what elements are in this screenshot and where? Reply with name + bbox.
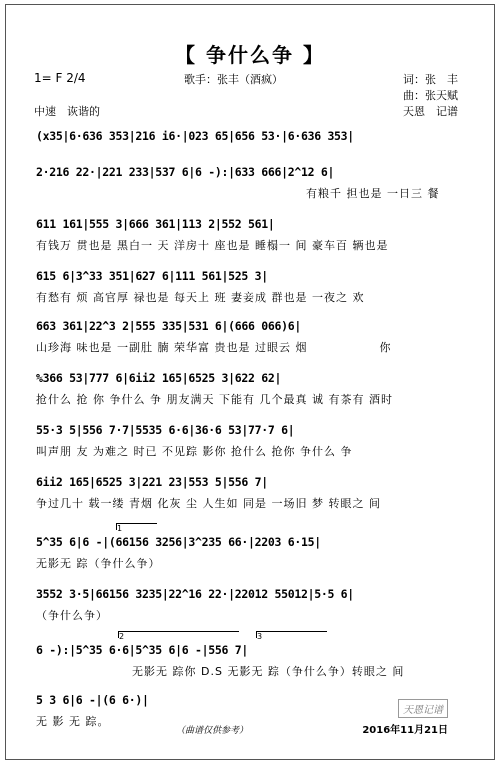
notation-line: 611 161|555 3|666 361|113 2|552 561| [36, 217, 275, 231]
key-signature [34, 71, 86, 85]
score-system-12 [36, 693, 294, 729]
volta-number: 2 [119, 632, 125, 641]
lyric-line: 有钱万 贯也是 黑白一 天 洋房十 座也是 睡榻一 间 豪车百 辆也是 [36, 239, 389, 252]
lyric-line: 抢什么 抢 你 争什么 争 朋友满天 下能有 几个最真 诚 有茶有 酒时 [36, 393, 393, 406]
lyric-line: 无 影 无 踪。 [36, 715, 110, 728]
lyric-line: 无影无 踪（争什么争） [36, 557, 161, 570]
notation-line: %366 53|777 6|6ii2 165|6525 3|622 62| [36, 371, 282, 385]
notator-credit: 天恩 记谱 [403, 105, 458, 118]
score-system-9 [36, 535, 464, 571]
score-system-11 [36, 643, 464, 679]
notation-line: 3552 3·5|66156 3235|22^16 22·|22012 55012|5·5 6| [36, 587, 354, 601]
volta-bracket-3 [256, 631, 327, 641]
notation-line: 6 -):|5^35 6·6|5^35 6|6 -|556 7| [36, 643, 248, 657]
lyric-line: 有粮千 担也是 一日三 餐 [306, 187, 440, 200]
score-page [5, 4, 495, 760]
singer-credit: 歌手：张丰（酒疯） [184, 73, 283, 86]
notation-line: 6ii2 165|6525 3|221 23|553 5|556 7| [36, 475, 268, 489]
notation-line: 55·3 5|556 7·7|5535 6·6|36·6 53|77·7 6| [36, 423, 295, 437]
lyric-line: 无影无 踪你 D.S 无影无 踪（争什么争）转眼之 间 [36, 665, 405, 678]
score-system-6 [36, 371, 464, 407]
lyric-line: 有愁有 烦 高官厚 禄也是 每天上 班 妻妾成 群也是 一夜之 欢 [36, 291, 365, 304]
lyric-line: 争过几十 载一缕 青烟 化灰 尘 人生如 同是 一场旧 梦 转眼之 间 [36, 497, 381, 510]
notation-line: 615 6|3^33 351|627 6|111 561|525 3| [36, 269, 268, 283]
time-signature: 2/4 [66, 71, 86, 85]
lyric-line: 山珍海 味也是 一副肚 腩 荣华富 贵也是 过眼云 烟 你 [36, 341, 392, 354]
composer-credit: 曲：张天赋 [403, 89, 458, 102]
song-title: 【 争什么争 】 [175, 43, 325, 67]
notation-line: (x35|6·636 353|216 i6·|023 65|656 53·|6·636 353| [36, 129, 354, 143]
notation-line: 5 3 6|6 -|(6 6·)| [36, 693, 149, 707]
lyric-line: （争什么争） [36, 609, 108, 622]
score-system-3 [36, 217, 464, 253]
notation-line: 2·216 22·|221 233|537 6|6 -):|633 666|2^12 6| [36, 165, 335, 179]
volta-bracket-2 [118, 631, 239, 641]
score-system-7 [36, 423, 464, 459]
tempo-marking: 中速 诙谐的 [34, 105, 100, 118]
lyricist-credit: 词：张 丰 [403, 73, 458, 86]
watermark-stamp: 天恩记谱 [398, 699, 448, 718]
date-label: 2016年11月21日 [362, 725, 448, 736]
notation-line: 5^35 6|6 -|(66156 3256|3^235 66·|2203 6·15| [36, 535, 321, 549]
lyric-line: 叫声朋 友 为难之 时已 不见踪 影你 抢什么 抢你 争什么 争 [36, 445, 353, 458]
score-system-1 [36, 129, 464, 143]
notation-line: 663 361|22^3 2|555 335|531 6|(666 066)6| [36, 319, 301, 333]
key-label: 1= F [34, 71, 63, 85]
score-system-5 [36, 319, 464, 355]
score-system-2 [36, 165, 464, 201]
footnote: （曲谱仅供参考） [176, 726, 249, 736]
volta-number: 3 [257, 632, 263, 641]
score-system-4 [36, 269, 464, 305]
volta-bracket-1 [116, 523, 157, 533]
score-system-8 [36, 475, 464, 511]
score-system-10 [36, 587, 464, 623]
volta-number: 1 [117, 524, 123, 533]
